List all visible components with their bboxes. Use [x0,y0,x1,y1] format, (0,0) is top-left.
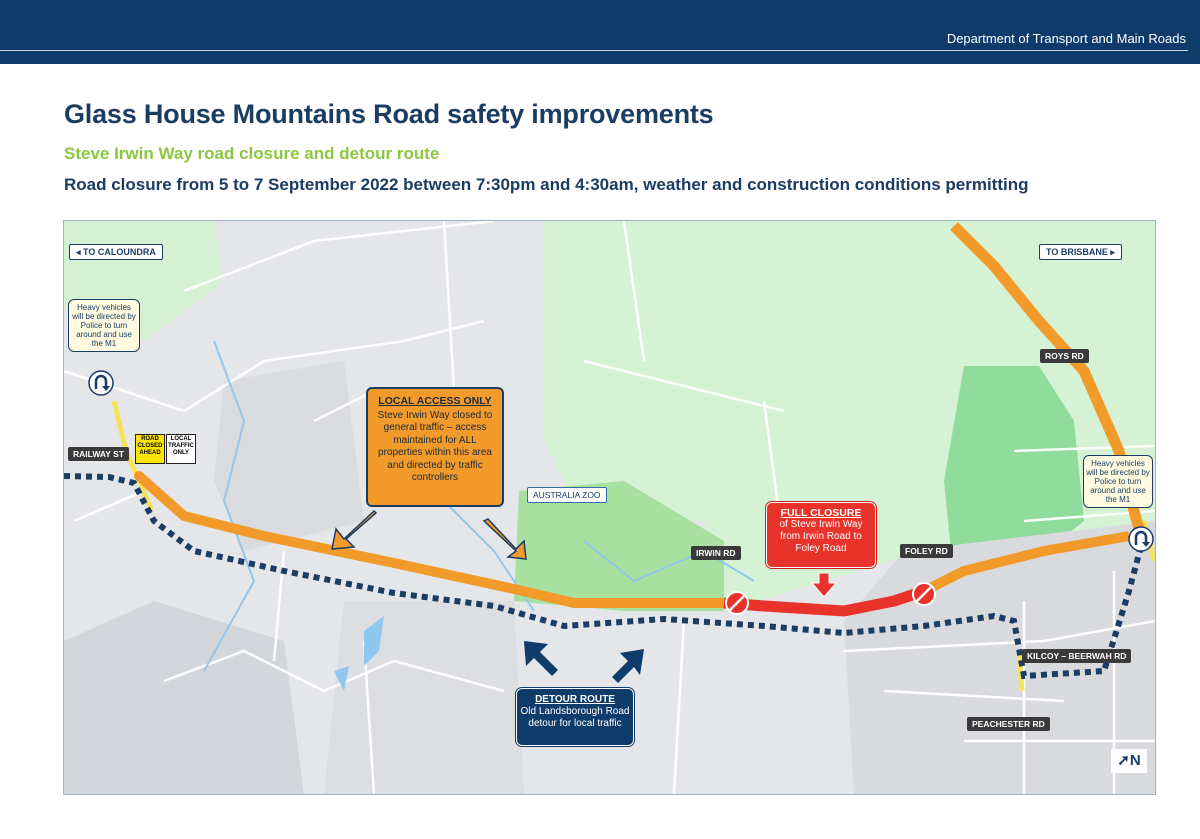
roys-rd-label: ROYS RD [1040,349,1089,363]
top-banner [0,0,1200,64]
to-brisbane-sign: TO BRISBANE ▸ [1039,244,1122,260]
foley-rd-label: FOLEY RD [900,544,953,558]
local-access-title: LOCAL ACCESS ONLY [378,395,492,407]
no-entry-icon [726,592,748,614]
detour-title: DETOUR ROUTE [535,694,615,705]
north-arrow-icon: ➚N [1111,749,1147,773]
heavy-vehicle-note-west: Heavy vehicles will be directed by Police to turn around and use the M1 [68,299,140,352]
road-closed-sign [135,434,197,464]
irwin-rd-label: IRWIN RD [691,546,741,560]
to-caloundra-sign: ◂ TO CALOUNDRA [69,244,163,260]
road-closed-ahead-sign: ROAD CLOSED AHEAD [135,434,165,464]
detour-map [63,220,1156,795]
closure-dates: Road closure from 5 to 7 September 2022 between 7:30pm and 4:30am, weather and construction conditions permitting [64,175,1029,194]
banner-rule [0,50,1188,51]
full-closure-title: FULL CLOSURE [780,507,862,519]
full-closure-callout [766,502,876,568]
to-brisbane-label: TO BRISBANE [1046,247,1108,257]
peachester-rd-label: PEACHESTER RD [967,717,1050,731]
detour-text: Old Landsborough Road detour for local traffic [520,706,630,729]
page-subtitle: Steve Irwin Way road closure and detour route [64,144,440,163]
detour-route-callout [516,688,634,746]
to-caloundra-label: TO CALOUNDRA [83,247,156,257]
local-access-callout [366,387,504,507]
australia-zoo-label: AUSTRALIA ZOO [527,487,607,503]
local-traffic-only-sign: LOCAL TRAFFIC ONLY [166,434,196,464]
department-name: Department of Transport and Main Roads [946,31,1186,46]
railway-st-label: RAILWAY ST [68,447,129,461]
local-access-text: Steve Irwin Way closed to general traffic – access maintained for ALL properties within this area and directed by traffic controllers [377,409,493,483]
u-turn-arrow-icon [1129,527,1153,551]
no-entry-icon [913,583,935,605]
page-title: Glass House Mountains Road safety improvements [64,99,714,129]
north-label: N [1129,752,1141,769]
heavy-vehicle-note-east: Heavy vehicles will be directed by Police to turn around and use the M1 [1083,455,1153,508]
u-turn-arrow-icon [89,371,113,395]
full-closure-text: of Steve Irwin Way from Irwin Road to Foley Road [779,519,863,554]
kilcoy-beerwah-rd-label: KILCOY – BEERWAH RD [1022,649,1131,663]
